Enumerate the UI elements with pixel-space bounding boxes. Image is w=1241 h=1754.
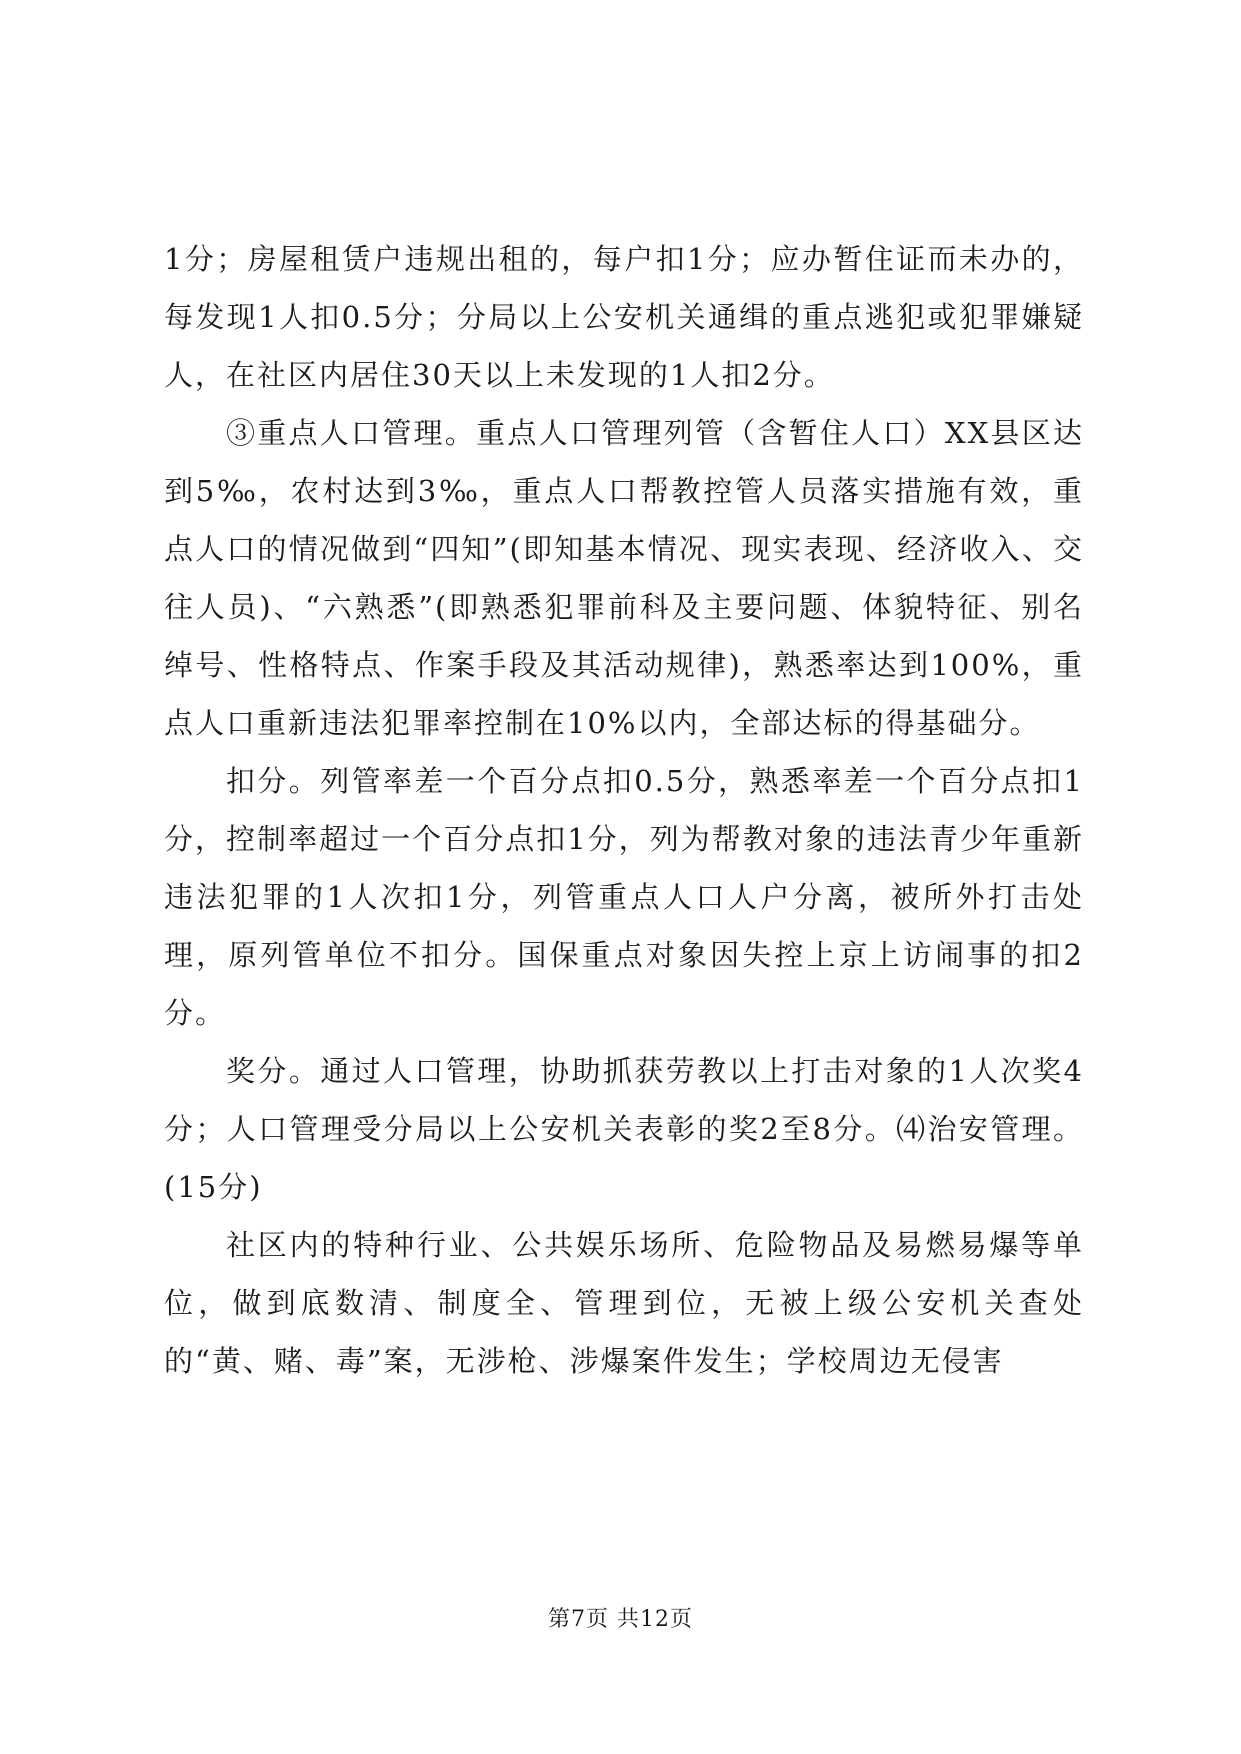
- paragraph-deductions: 扣分。列管率差一个百分点扣0.5分，熟悉率差一个百分点扣1分，控制率超过一个百分点扣1分，列为帮教对象的违法青少年重新违法犯罪的1人次扣1分，列管重点人口人户分离，被所外打击处理，原列管单位不扣分。国保重点对象因失控上京上访闹事的扣2分。: [164, 764, 1084, 1030]
- page-footer: 第7页 共12页: [548, 1607, 693, 1632]
- paragraph-rewards: 奖分。通过人口管理，协助抓获劳教以上打击对象的1人次奖4分；人口管理受分局以上公安机关表彰的奖2至8分。⑷治安管理。(15分): [164, 1054, 1084, 1204]
- paragraph-continuation: 1分；房屋租赁户违规出租的，每户扣1分；应办暂住证而未办的，每发现1人扣0.5分；分局以上公安机关通缉的重点逃犯或犯罪嫌疑人，在社区内居住30天以上未发现的1人扣2分。: [164, 242, 1084, 392]
- paragraph-public-security: 社区内的特种行业、公共娱乐场所、危险物品及易燃易爆等单位，做到底数清、制度全、管理到位，无被上级公安机关查处的“黄、赌、毒”案，无涉枪、涉爆案件发生；学校周边无侵害: [164, 1228, 1084, 1378]
- document-body: [164, 230, 1084, 1390]
- paragraph-key-population-management: ③重点人口管理。重点人口管理列管（含暂住人口）XX县区达到5‰，农村达到3‰，重点人口帮教控管人员落实措施有效，重点人口的情况做到“四知”(即知基本情况、现实表现、经济收入、交往人员)、“六熟悉”(即熟悉犯罪前科及主要问题、体貌特征、别名绰号、性格特点、作案手段及其活动规律)，熟悉率达到100%，重点人口重新违法犯罪率控制在10%以内，全部达标的得基础分。: [164, 416, 1084, 740]
